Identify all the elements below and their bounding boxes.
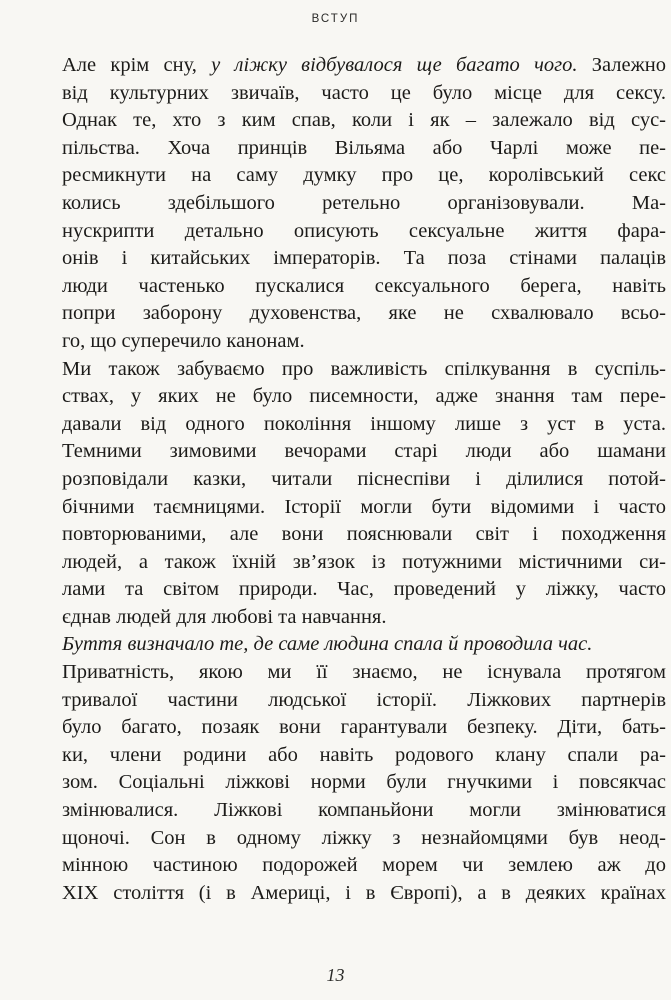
text-line: XIX століття (і в Америці, і в Європі), а в деяких країнах xyxy=(62,881,666,904)
text-line: було багато, позаяк вони гарантували безпеку. Діти, бать- xyxy=(62,716,666,739)
text-line: ствах, у яких не було писемности, адже знання там пере- xyxy=(62,385,666,408)
text-line: повторюваними, але вони пояснювали світ і походження xyxy=(62,523,666,546)
text-line: Темними зимовими вечорами старі люди або шамани xyxy=(62,440,666,463)
text-line xyxy=(62,52,666,80)
text-line: людей, а також їхній зв’язок із потужними містичними си- xyxy=(62,550,666,573)
text-line: Приватність, якою ми її знаємо, не існувала протягом xyxy=(62,661,666,684)
text-line: го, що суперечило канонам. xyxy=(62,329,305,352)
paragraph-3 xyxy=(62,631,666,659)
text-line: пільства. Хоча принців Вільяма або Чарлі може пе- xyxy=(62,136,666,159)
text-line: ресмикнути на саму думку про це, королівський секс xyxy=(62,164,666,187)
text-line: щоночі. Сон в одному ліжку з незнайомцями був неод- xyxy=(62,826,666,849)
text-line: онів і китайських імператорів. Та поза стінами палаців xyxy=(62,247,666,270)
running-header: ВСТУП xyxy=(311,13,360,25)
text-line: від культурних звичаїв, часто це було місце для сексу. xyxy=(62,81,666,104)
text-line: колись здебільшого ретельно організовували. Ма- xyxy=(62,191,666,214)
text-line: лами та світом природи. Час, проведений у ліжку, часто xyxy=(62,578,666,601)
text-line: тривалої частини людської історії. Ліжкових партнерів xyxy=(62,688,666,711)
paragraph-2 xyxy=(62,356,666,632)
text-run: Але крім сну, xyxy=(62,54,212,76)
text-line: змінювалися. Ліжкові компаньйони могли змінюватися xyxy=(62,799,666,822)
text-line: Однак те, хто з ким спав, коли і як – залежало від сус- xyxy=(62,109,666,132)
text-line: Ми також забуваємо про важливість спілкування в суспіль- xyxy=(62,357,666,380)
text-run: Залежно xyxy=(577,54,666,76)
text-line: люди частенько пускалися сексуального берега, навіть xyxy=(62,274,666,297)
paragraph-4 xyxy=(62,659,666,907)
text-line: зом. Соціальні ліжкові норми були гнучкими і повсякчас xyxy=(62,771,666,794)
emphasis-line: Буття визначало те, де саме людина спала й проводила час. xyxy=(62,633,593,656)
paragraph-1 xyxy=(62,52,666,356)
text-line: розповідали казки, читали піснеспіви і ділилися потой- xyxy=(62,467,666,490)
text-line: бічними таємницями. Історії могли бути відомими і часто xyxy=(62,495,666,518)
text-line: давали від одного покоління іншому лише з уст в уста. xyxy=(62,412,666,435)
text-line: мінною частиною подорожей морем чи землею аж до xyxy=(62,854,666,877)
text-line: попри заборону духовенства, яке не схвалювало всьо- xyxy=(62,302,666,325)
text-line: нускрипти детально описують сексуальне життя фара- xyxy=(62,219,666,242)
text-line: єднав людей для любові та навчання. xyxy=(62,605,387,628)
text-line: ки, члени родини або навіть родового клану спали ра- xyxy=(62,743,666,766)
page-body xyxy=(62,52,666,907)
page-number: 13 xyxy=(326,965,345,985)
emphasis-text: у ліжку відбувалося ще багато чого. xyxy=(211,54,578,76)
